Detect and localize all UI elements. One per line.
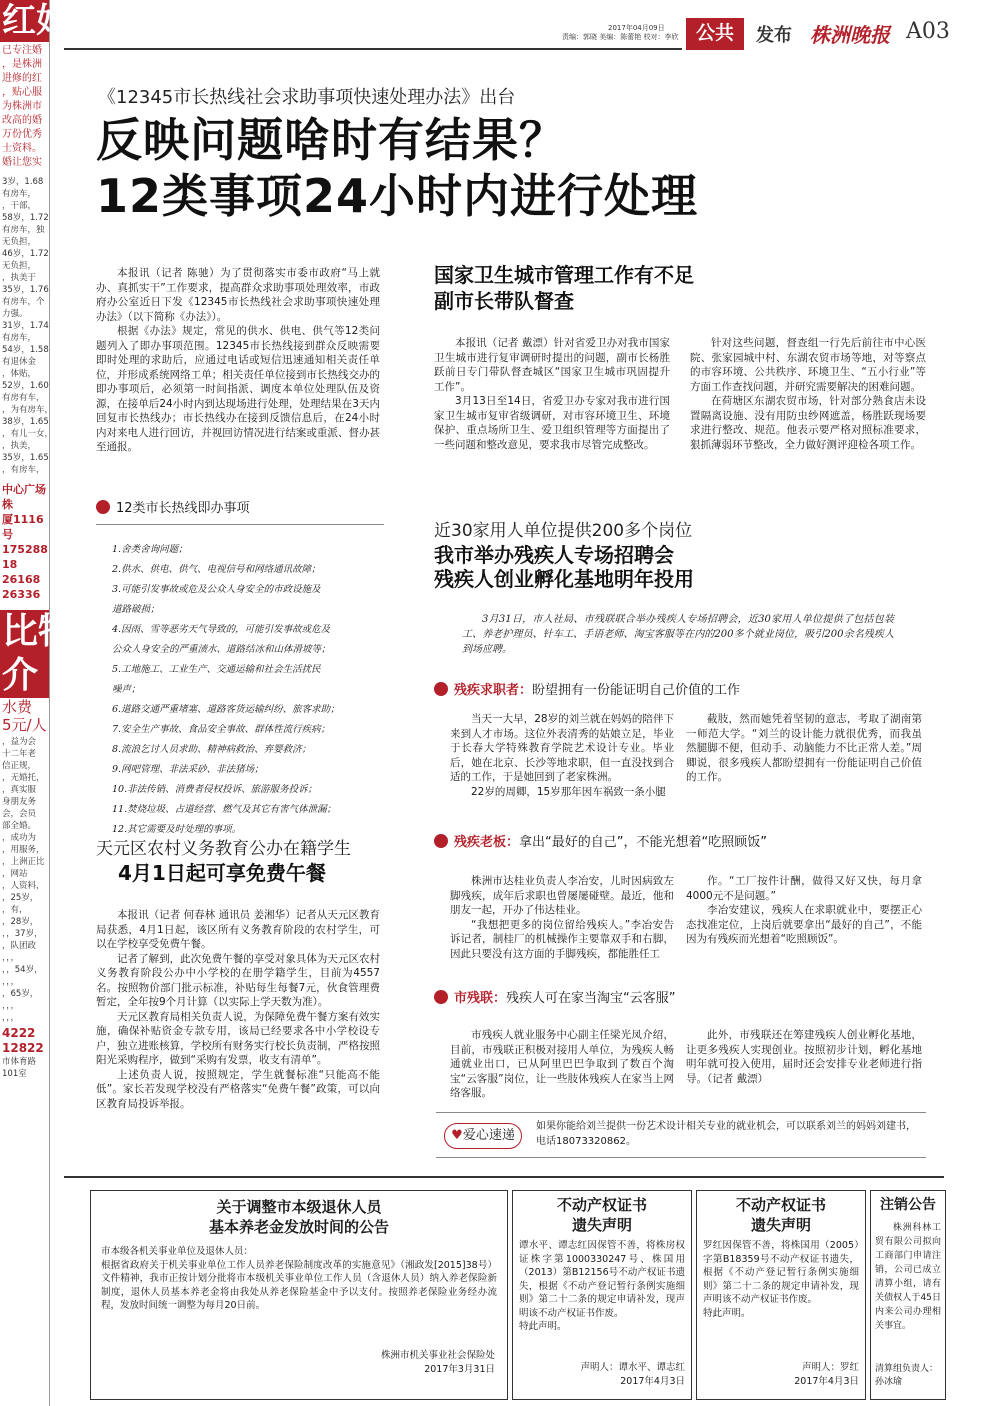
strip-listing-line: 58岁，1.72 bbox=[2, 213, 49, 223]
strip-listing-line: ，队团政 bbox=[2, 941, 37, 951]
strip-address-line: 厦1116号 bbox=[2, 513, 44, 541]
job-sub-2-col-1 bbox=[450, 874, 674, 964]
strip-listing-line: ，人资料， bbox=[2, 881, 45, 891]
strip-listing-line: ，无婚托， bbox=[2, 773, 45, 783]
header-editors: 责编：郭晓 美编：陈蕾艳 校对：李欣 bbox=[562, 33, 679, 41]
hotline-item: 7.安全生产事故、食品安全事故、群体性流行疾病； bbox=[112, 724, 331, 735]
pension-body bbox=[101, 1245, 497, 1349]
job-paragraph: 此外，市残联还在筹建残疾人创业孵化基地，让更多残疾人实现创业。按照初步计划，孵化基地明年就可投入使用，届时还会安排专业老师进行指导。（记者 戴漂） bbox=[686, 1029, 922, 1085]
lunch-para-2: 记者了解到，此次免费午餐的享受对象具体为天元区农村义务教育阶段公办中小学校的在册学籍学生，目前为4557名。按照物价部门批示标准，补贴每生每餐7元，伙食管理费暂定，全年按9个月计算（以实际上学天数为准）。 bbox=[96, 952, 380, 1008]
pension-title-2: 基本养老金发放时间的公告 bbox=[208, 1218, 389, 1236]
strip-listing-line: 35岁，1.76 bbox=[2, 285, 49, 295]
main-kicker: 《12345市长热线社会求助事项快速处理办法》出台 bbox=[98, 87, 516, 108]
strip-fee: 水费 bbox=[2, 698, 33, 716]
strip-fee-2: 5元/人 bbox=[2, 716, 47, 734]
hotline-item: 10.非法传销、消费者侵权投诉、旅游服务投诉； bbox=[112, 784, 318, 795]
strip-address bbox=[0, 480, 49, 604]
strip-listing-line: 46岁，1.72 bbox=[2, 249, 49, 259]
page-number: A03 bbox=[906, 19, 950, 44]
strip-heading-3: 介 bbox=[0, 654, 49, 698]
strip-listing-line: 部全婚。 bbox=[2, 821, 37, 831]
pension-date: 2017年3月31日 bbox=[424, 1363, 495, 1375]
strip-listing-line: 有房车，独 bbox=[2, 225, 45, 235]
job-lead-text: 3月31日，市人社局、市残联联合举办残疾人专场招聘会，近30家用人单位提供了包括包装工、养老护理员、针车工、手语老师、淘宝客服等在内的200多个就业岗位，吸引200余名残疾人到场应聘。 bbox=[462, 614, 894, 655]
job-sub-3-col-2 bbox=[686, 1028, 922, 1090]
strip-listing-line: 身朋友务 bbox=[2, 797, 37, 807]
job-paragraph: 截肢，然而她凭着坚韧的意志，考取了湖南第一师范大学。“刘兰的设计能力就很优秀，而我虽然腿脚不便，但动手、动脑能力不比正常人差。”周卿说，很多残疾人都盼望拥有一份能证明自己价值的工作。 bbox=[686, 713, 922, 783]
property1-paragraph: 谭水平、谭志红因保管不善，将株房权证株字第1000330247号、株国用（2013）第B12156号不动产权证书遗失，根据《不动产登记暂行条例实施细则》第二十二条的规定申请补发，现声明该不动产权证书作废。 bbox=[519, 1240, 685, 1319]
strip-listing-line: ，有， bbox=[2, 905, 28, 915]
hotline-item: 8.流浪乞讨人员求助、精神病救治、弃婴救济； bbox=[112, 744, 312, 755]
strip-listing-line: ，，37岁， bbox=[2, 929, 43, 939]
header-date: 2017年04月09日 bbox=[608, 24, 665, 32]
strip-heading: 红娘 bbox=[2, 1, 70, 41]
job-sub-2-title: 拿出“最好的自己”，不能光想着“吃照顾饭” bbox=[519, 835, 767, 850]
lunch-kicker: 天元区农村义务教育公办在籍学生 bbox=[96, 839, 351, 859]
strip-phone-2: 12822 bbox=[2, 1041, 44, 1055]
header-rule bbox=[64, 48, 682, 50]
hotline-item: 11.焚烧垃圾、占道经营、燃气及其它有害气体泄漏； bbox=[112, 804, 337, 815]
strip-listing-line: ，，， bbox=[2, 977, 20, 987]
strip-listing-line: 31岁，1.74 bbox=[2, 321, 49, 331]
strip-heading-2: 比特 bbox=[2, 611, 75, 652]
sanitation-paragraph: 本报讯（记者 戴漂）针对省爱卫办对我市国家卫生城市进行复审调研时提出的问题，副市长杨胜跃前日专门带队督查城区“国家卫生城市巩固提升工作”。 bbox=[434, 337, 670, 393]
bullet-dot-icon bbox=[434, 682, 448, 696]
strip-listing-line: ，65岁， bbox=[2, 989, 39, 999]
main-para-2: 根据《办法》规定，常见的供水、供电、供气等12类问题列入了即办事项范围。12345市长热线接到群众反映需要即时处理的求助后，应通过电话或短信迅速通知相关责任单位，并形成系统网络工单；相关责任单位接到市长热线交办的即办事项后，必须第一时间指派、调度本单位处理队伍及资源，在接单后24小时内到达现场进行处理，处理结果在3天内回复市长热线办；市长热线办在接到反馈信息后，在24小时内对来电人进行回访，并视回访情况进行结案或重派、督办甚至通报。 bbox=[96, 325, 380, 453]
strip-listings-b bbox=[0, 734, 49, 1026]
strip-listing-line: 52岁，1.60 bbox=[2, 381, 49, 391]
strip-listing-line: 无负担， bbox=[2, 237, 37, 247]
lunch-para-3: 天元区教育局相关负责人说，为保障免费午餐方案有效实施，确保补贴资金专款专用，该局已经要求各中小学校设专户，独立进账核算，学校所有财务实行校长负责制，严格按照阳光采购程序，做到“采购有发票，收支有清单”。 bbox=[96, 1010, 380, 1066]
strip-intro-line: 万份优秀 bbox=[2, 129, 42, 140]
job-lead bbox=[462, 612, 894, 660]
heart-icon: ♥ bbox=[451, 1128, 463, 1143]
strip-listing-line: ，成功为 bbox=[2, 833, 37, 843]
job-sub-1-col-2 bbox=[686, 712, 922, 818]
love-delivery-label: ♥爱心速递 bbox=[444, 1123, 522, 1149]
property-notice-1 bbox=[512, 1190, 692, 1400]
strip-phone: 4222 bbox=[2, 1026, 36, 1040]
hotline-item: 噪声； bbox=[112, 684, 141, 695]
strip-listing-line: 无负担， bbox=[2, 261, 37, 271]
pension-notice bbox=[90, 1190, 508, 1400]
strip-listing-line: ，，， bbox=[2, 1001, 20, 1011]
strip-listing-line: ，真实服 bbox=[2, 785, 37, 795]
sanitation-col-2-text bbox=[690, 336, 926, 452]
sanitation-paragraph: 针对这些问题，督查组一行先后前往市中心医院、张家园城中村、东湖农贸市场等地，对等察点的市容环境、公共秩序、环境卫生、“五小行业”等方面工作查找问题，并研究需要解决的困难问题。 bbox=[690, 337, 926, 393]
strip-listing-line: ，网站 bbox=[2, 869, 28, 879]
job-sub-1-title: 盼望拥有一份能证明自己价值的工作 bbox=[532, 683, 741, 698]
property2-paragraph: 罗红因保管不善，将株国用（2005）字第B18359号不动产权证书遗失，根据《不动产登记暂行条例实施细则》第二十二条的规定申请补发，现声明该不动产权证书作废。 bbox=[703, 1240, 859, 1305]
cancel-sign: 清算组负责人：孙冰瑜 bbox=[875, 1364, 939, 1387]
property1-paragraph: 特此声明。 bbox=[519, 1321, 567, 1332]
cancellation-notice bbox=[870, 1190, 946, 1400]
job-sub-2 bbox=[434, 834, 767, 852]
job-sub-1 bbox=[434, 682, 740, 700]
job-paragraph: 市残疾人就业服务中心副主任梁光凤介绍，目前，市残联正积极对接用人单位，为残疾人畅通就业出口，已从阿里巴巴争取到了数百个淘宝“云客服”岗位，让一些肢体残疾人在家当上网络客服。 bbox=[450, 1029, 674, 1099]
sanitation-col-1-text bbox=[434, 336, 670, 452]
strip-listing-line: 35岁，1.65 bbox=[2, 453, 49, 463]
sanitation-headline-1: 国家卫生城市管理工作有不足 bbox=[434, 263, 694, 287]
job-paragraph: 22岁的周卿，15岁那年因车祸致一条小腿 bbox=[471, 785, 666, 798]
newspaper-logo: 株洲晚报 bbox=[810, 23, 890, 47]
strip-listing-line: 信正规， bbox=[2, 761, 37, 771]
sanitation-paragraph: 3月13日至14日，省爱卫办专家对我市进行国家卫生城市复审省级调研，对市容环境卫生、环境保护、重点场所卫生、爱卫组织管理等方面提出了一些问题和整改意见，要求我市尽管完成整改。 bbox=[434, 395, 670, 451]
strip-listing-line: ，为有房车， bbox=[2, 405, 54, 415]
main-article-body bbox=[96, 266, 380, 466]
pension-title-1: 关于调整市本级退休人员 bbox=[216, 1198, 382, 1216]
property-notice-2 bbox=[696, 1190, 866, 1400]
strip-listing-line: 力强。 bbox=[2, 309, 28, 319]
job-headline-1: 我市举办残疾人专场招聘会 bbox=[434, 543, 674, 567]
strip-intro-line: 进修的红 bbox=[2, 73, 42, 84]
job-sub-1-col-1 bbox=[450, 712, 674, 818]
list-rule bbox=[96, 524, 384, 525]
strip-listing-line: ，体贴， bbox=[2, 369, 37, 379]
hotline-item: 公众人身安全的严重渍水、道路结冰和山体滑坡等； bbox=[112, 644, 331, 655]
strip-listing-line: 十二年老 bbox=[2, 749, 37, 759]
property2-title-2: 遗失声明 bbox=[750, 1216, 811, 1234]
job-sub-3-title: 残疾人可在家当淘宝“云客服” bbox=[506, 991, 676, 1006]
property2-paragraph: 特此声明。 bbox=[703, 1307, 751, 1319]
list-section-title bbox=[96, 500, 250, 518]
strip-listing-line: 有房车， bbox=[2, 333, 37, 343]
lunch-para-1: 本报讯（记者 何春林 通讯员 姜湘华）记者从天元区教育局获悉，4月1日起，该区所有义务教育阶段的农村学生，可以在学校享受免费午餐。 bbox=[96, 909, 380, 950]
bullet-dot-icon bbox=[434, 834, 448, 848]
section-badge: 公共 bbox=[686, 18, 744, 50]
strip-listing-line: 有房车， bbox=[2, 189, 37, 199]
strip-intro-line: 婚让您实 bbox=[2, 157, 42, 168]
job-paragraph: 李冶安建议，残疾人在求职就业中，要摆正心态找准定位，上岗后就要拿出“最好的自己”，不能因为有残疾而光想着“吃照顾饭”。 bbox=[686, 904, 922, 945]
strip-listing-line: 38岁，1.65 bbox=[2, 417, 49, 427]
hotline-item: 2.供水、供电、供气、电视信号和网络通讯故障； bbox=[112, 564, 321, 575]
strip-listing-line: ，执美于 bbox=[2, 273, 37, 283]
sanitation-col-2 bbox=[690, 336, 926, 492]
sanitation-paragraph: 在荷塘区东湖农贸市场，针对部分熟食店未设置隔离设施、没有用防虫纱网遮盖，杨胜跃现场要求进行整改、规范。他表示要严格对照标准要求，狠抓薄弱环节整改，全力做好测评迎检各项工作。 bbox=[690, 395, 926, 451]
hotline-item: 9.网吧管理、非法采砂、非法猪场； bbox=[112, 764, 264, 775]
sanitation-col-1 bbox=[434, 336, 670, 492]
strip-listing-line: ，，， bbox=[2, 1013, 20, 1023]
job-sub-1-label: 残疾求职者： bbox=[454, 683, 533, 698]
list-title-text: 12类市长热线即办事项 bbox=[116, 501, 250, 516]
hotline-item: 4.因雨、雪等恶劣天气导致的，可能引发事故或危及 bbox=[112, 624, 331, 635]
strip-listing-line: ，，， bbox=[2, 953, 20, 963]
strip-listing-line: ，25岁， bbox=[2, 893, 39, 903]
main-headline-2: 12类事项24小时内进行处理 bbox=[96, 169, 699, 223]
hotline-item: 道路破损； bbox=[112, 604, 160, 615]
strip-intro-line: ，是株洲 bbox=[2, 59, 42, 70]
strip-intro-line: 为株洲市 bbox=[2, 101, 42, 112]
strip-listing-line: ，益为会 bbox=[2, 737, 37, 747]
property2-sign: 声明人：罗红 bbox=[801, 1362, 859, 1373]
property2-body bbox=[703, 1239, 859, 1361]
hotline-item: 3.可能引发事故或危及公众人身安全的市政设施及 bbox=[112, 584, 321, 595]
main-para-1: 本报讯（记者 陈驰）为了贯彻落实市委市政府“马上就办、真抓实干”工作要求，提高群众求助事项处理效率，市政府办公室近日下发《12345市长热线社会求助事项快速处理办法》（以下简称《办法》）。 bbox=[96, 267, 380, 323]
job-sub-2-col-2 bbox=[686, 874, 922, 964]
job-kicker: 近30家用人单位提供200多个岗位 bbox=[434, 521, 693, 541]
strip-intro-line: 已专注婚 bbox=[2, 45, 42, 56]
strip-listing-line: ，28岁， bbox=[2, 917, 39, 927]
love-delivery-text: 如果你能给刘兰提供一份艺术设计相关专业的就业机会，可以联系刘兰的妈妈刘建书，电话18073320862。 bbox=[536, 1121, 916, 1147]
strip-listing-line: 会，会员 bbox=[2, 809, 37, 819]
strip-listing-line: 有房车，个 bbox=[2, 297, 45, 307]
strip-listing-line: ，干部， bbox=[2, 201, 37, 211]
section-label: 发布 bbox=[756, 25, 792, 46]
love-delivery-box bbox=[436, 1112, 926, 1158]
property1-sign: 声明人：谭水平、谭志红 bbox=[580, 1362, 685, 1373]
hotline-item: 12.其它需要及时处理的事项。 bbox=[112, 824, 242, 835]
property1-body bbox=[519, 1239, 685, 1361]
property2-title-1: 不动产权证书 bbox=[735, 1196, 826, 1214]
strip-listing-line: ，有房车， bbox=[2, 465, 45, 475]
strip-address-line: 26168 bbox=[2, 573, 41, 586]
pension-paragraph: 根据省政府关于机关事业单位工作人员养老保险制度改革的实施意见》（湘政发[2015]38号）文件精神，我市正按计划分批将市本级机关事业单位工作人员（含退休人员）纳入养老保险新制度，退休人员基本养老金将由我处从养老保险基金中予以支付。按照养老保险业务经办流程，发放时间统一调整为每月20日前。 bbox=[101, 1259, 497, 1311]
property1-date: 2017年4月3日 bbox=[620, 1375, 685, 1387]
cancel-body: 株洲科林工贸有限公司拟向工商部门申请注销，公司已成立清算小组，请有关债权人于45日内来公司办理相关事宜。 bbox=[875, 1223, 941, 1331]
cancel-title: 注销公告 bbox=[880, 1197, 936, 1213]
job-sub-2-label: 残疾老板： bbox=[454, 835, 520, 850]
pension-sign: 株洲市机关事业社会保险处 bbox=[380, 1350, 495, 1361]
sanitation-headline-2: 副市长带队督查 bbox=[434, 289, 574, 313]
bottom-rule bbox=[64, 1176, 944, 1178]
strip-address-line: 中心广场株 bbox=[2, 483, 46, 511]
property1-title-2: 遗失声明 bbox=[571, 1216, 632, 1234]
strip-listings-a bbox=[0, 172, 54, 480]
job-paragraph: “我想把更多的岗位留给残疾人。”李冶安告诉记者，制桂厂的机械操作主要靠双手和右脚，因此只要没有这方面的手脚残疾，都能胜任工 bbox=[450, 918, 674, 960]
strip-intro-line: 士资料。 bbox=[2, 143, 42, 154]
job-sub-3 bbox=[434, 990, 676, 1008]
property2-date: 2017年4月3日 bbox=[794, 1375, 859, 1387]
pension-paragraph: 市本级各机关事业单位及退休人员： bbox=[101, 1246, 254, 1257]
strip-address-line: 18 bbox=[2, 558, 18, 571]
job-paragraph: 株洲市达桂业负责人李冶安，儿时因病致左脚残疾，成年后求职也曾屡屡碰壁。最近，他和朋友一起，开办了伟达桂业。 bbox=[450, 875, 674, 916]
strip-intro bbox=[0, 42, 49, 172]
strip-listing-line: ，有儿一女， bbox=[2, 429, 54, 439]
lunch-para-4: 上述负责人说，按照规定，学生就餐标准“只能高不能低”。家长若发现学校没有严格落实“免费午餐”政策，可以向区教育局投诉举报。 bbox=[96, 1068, 380, 1110]
main-headline-1: 反映问题啥时有结果？ bbox=[96, 113, 566, 167]
job-sub-3-label: 市残联： bbox=[454, 991, 507, 1006]
strip-listing-line: ，用服务， bbox=[2, 845, 45, 855]
job-sub-3-col-1 bbox=[450, 1028, 674, 1099]
bullet-dot-icon bbox=[434, 990, 448, 1004]
property1-title-1: 不动产权证书 bbox=[556, 1196, 647, 1214]
strip-address-line: 26336 bbox=[2, 588, 41, 601]
job-paragraph: 作。“工厂按件计酬，做得又好又快，每月拿4000元不是问题。” bbox=[686, 875, 922, 902]
left-ad-strip bbox=[0, 0, 75, 1406]
strip-addr: 市体育路 bbox=[2, 1057, 37, 1067]
hotline-items-list bbox=[112, 540, 392, 840]
strip-listing-line: 3岁，1.68 bbox=[2, 177, 44, 187]
strip-address-line: 175288 bbox=[2, 543, 48, 556]
strip-listing-line: 有房有车， bbox=[2, 393, 45, 403]
strip-listing-line: ，，54岁， bbox=[2, 965, 43, 975]
strip-listing-line: ，上洲正比 bbox=[2, 857, 45, 867]
strip-listing-line: ，执美， bbox=[2, 441, 37, 451]
job-paragraph: 当天一大早，28岁的刘兰就在妈妈的陪伴下来到人才市场。这位外表清秀的姑娘立足，毕业于长春大学特殊教育学院艺术设计专业。毕业后，她在北京、长沙等地求职，但一直没找到合适的工作，于是她回到了老家株洲。 bbox=[450, 713, 674, 783]
lunch-article-body bbox=[96, 908, 380, 1140]
hotline-item: 5.工地施工、工业生产、交通运输和社会生活扰民 bbox=[112, 664, 321, 675]
job-headline-2: 残疾人创业孵化基地明年投用 bbox=[434, 567, 694, 591]
hotline-item: 6.道路交通严重堵塞、道路客货运输纠纷、旅客求助； bbox=[112, 704, 340, 715]
bullet-dot-icon bbox=[96, 500, 110, 514]
hotline-item: 1.舍类舍询问题； bbox=[112, 544, 188, 555]
strip-addr-2: 101室 bbox=[2, 1069, 27, 1079]
strip-intro-line: ，贴心服 bbox=[2, 87, 42, 98]
strip-intro-line: 改高的婚 bbox=[2, 115, 42, 126]
strip-listing-line: 54岁，1.58 bbox=[2, 345, 49, 355]
strip-listing-line: 有退休金 bbox=[2, 357, 37, 367]
lunch-headline: 4月1日起可享免费午餐 bbox=[118, 861, 326, 885]
